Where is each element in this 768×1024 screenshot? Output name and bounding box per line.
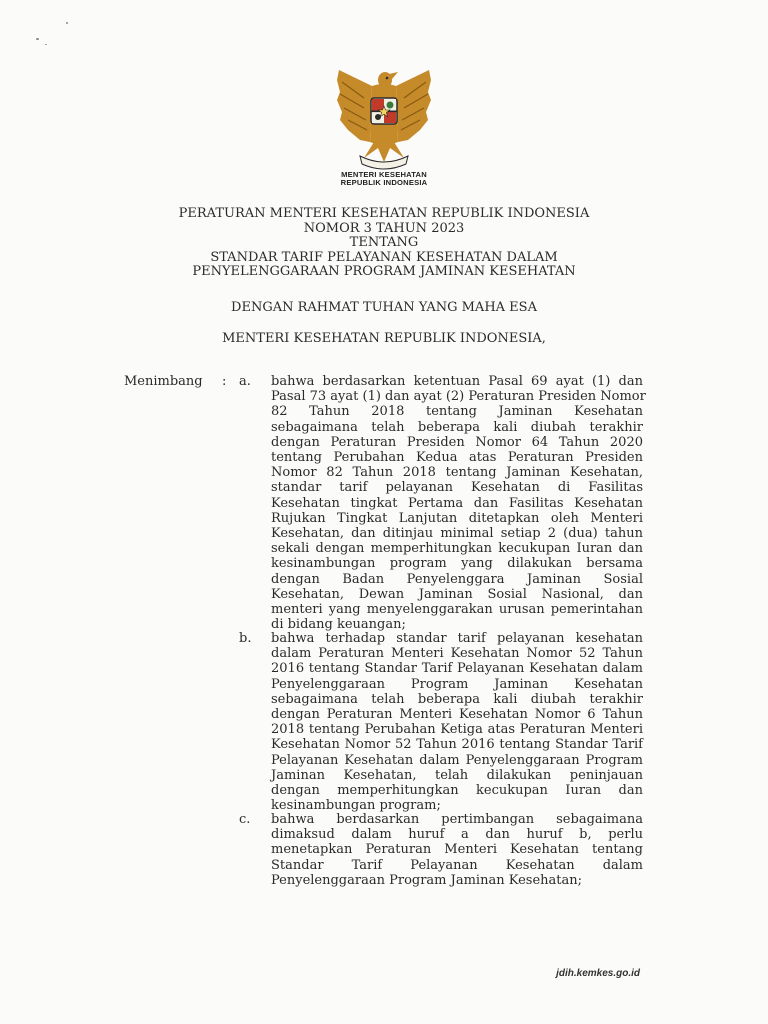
clause-line: 2016 tentang Standar Tarif Pelayanan Kesehatan dalam bbox=[271, 661, 643, 677]
scan-speck bbox=[36, 38, 39, 40]
clause-line: di bidang keuangan; bbox=[271, 617, 406, 633]
clause-line: kesinambungan program yang dilakukan bersama bbox=[271, 556, 643, 572]
clause-line: kesinambungan program; bbox=[271, 798, 441, 814]
clause-letter-b: b. bbox=[239, 631, 252, 646]
clause-line: dengan Peraturan Presiden Nomor 64 Tahun 2020 bbox=[271, 434, 643, 450]
clause-line: bahwa berdasarkan ketentuan Pasal 69 ayat (1) dan bbox=[271, 374, 643, 389]
clause-line: Kesehatan, Dewan Jaminan Sosial Nasional, dan bbox=[271, 586, 643, 602]
clause-letter-a: a. bbox=[239, 374, 251, 389]
clause-line: 82 Tahun 2018 tentang Jaminan Kesehatan bbox=[271, 404, 643, 420]
clause-letter-c: c. bbox=[239, 812, 251, 827]
minister-heading: MENTERI KESEHATAN REPUBLIK INDONESIA, bbox=[222, 331, 546, 346]
title-line-3: TENTANG bbox=[349, 235, 419, 251]
title-line-5: PENYELENGGARAAN PROGRAM JAMINAN KESEHATAN bbox=[192, 264, 576, 280]
clause-line: standar tarif pelayanan Kesehatan di Fasilitas bbox=[271, 480, 643, 496]
clause-line: sebagaimana telah beberapa kali diubah terakhir bbox=[271, 691, 643, 707]
footer-url: jdih.kemkes.go.id bbox=[556, 968, 640, 979]
title-line-1: PERATURAN MENTERI KESEHATAN REPUBLIK INDONESIA bbox=[178, 206, 590, 221]
clause-line: Jaminan Kesehatan, telah dilakukan peninjauan bbox=[271, 767, 643, 783]
clause-line: Nomor 82 Tahun 2018 tentang Jaminan Kesehatan, bbox=[271, 465, 643, 481]
emblem-caption-line-1: MENTERI KESEHATAN bbox=[341, 170, 427, 179]
clause-line: Standar Tarif Pelayanan Kesehatan dalam bbox=[271, 857, 643, 873]
regulation-title bbox=[150, 207, 618, 280]
clause-line: Pelayanan Kesehatan dalam Penyelenggaraan Program bbox=[271, 752, 643, 768]
clause-line: Penyelenggaraan Program Jaminan Kesehatan; bbox=[271, 872, 582, 888]
clause-line: sekali dengan memperhitungkan kecukupan Iuran dan bbox=[271, 541, 643, 557]
clause-b bbox=[271, 631, 643, 813]
garuda-emblem-icon bbox=[334, 68, 434, 172]
clause-c bbox=[271, 812, 643, 888]
clause-line: Kesehatan, dan ditinjau minimal setiap 2 (dua) tahun bbox=[271, 526, 643, 542]
clause-line: menteri yang menyelenggarakan urusan pemerintahan bbox=[271, 602, 643, 618]
clause-line: dimaksud dalam huruf a dan huruf b, perlu bbox=[271, 827, 643, 843]
clause-a bbox=[271, 374, 646, 633]
emblem-caption bbox=[318, 171, 450, 188]
clause-line: bahwa terhadap standar tarif pelayanan kesehatan bbox=[271, 631, 643, 646]
clause-line: sebagaimana telah beberapa kali diubah terakhir bbox=[271, 419, 643, 435]
clause-line: dalam Peraturan Menteri Kesehatan Nomor 52 Tahun bbox=[271, 646, 643, 662]
menimbang-colon: : bbox=[222, 374, 227, 389]
clause-line: Pasal 73 ayat (1) dan ayat (2) Peraturan Presiden Nomor bbox=[271, 389, 646, 405]
menimbang-label: Menimbang bbox=[124, 374, 203, 389]
clause-line: 2018 tentang Perubahan Ketiga atas Peraturan Menteri bbox=[271, 722, 643, 738]
clause-line: Penyelenggaraan Program Jaminan Kesehatan bbox=[271, 676, 643, 692]
clause-line: Kesehatan tingkat Pertama dan Fasilitas Kesehatan bbox=[271, 495, 643, 511]
emblem-caption-line-2: REPUBLIK INDONESIA bbox=[340, 178, 428, 188]
clause-line: Kesehatan Nomor 52 Tahun 2016 tentang Standar Tarif bbox=[271, 737, 643, 753]
clause-line: Rujukan Tingkat Lanjutan ditetapkan oleh Menteri bbox=[271, 510, 643, 526]
title-line-4: STANDAR TARIF PELAYANAN KESEHATAN DALAM bbox=[210, 249, 558, 265]
clause-line: bahwa berdasarkan pertimbangan sebagaimana bbox=[271, 812, 643, 827]
scan-speck bbox=[66, 22, 68, 24]
clause-line: dengan memperhitungkan kecukupan Iuran dan bbox=[271, 783, 643, 799]
scan-speck bbox=[45, 44, 47, 45]
clause-line: dengan Peraturan Menteri Kesehatan Nomor 6 Tahun bbox=[271, 707, 643, 723]
title-line-2: NOMOR 3 TAHUN 2023 bbox=[303, 220, 465, 236]
clause-line: tentang Perubahan Kedua atas Peraturan Presiden bbox=[271, 450, 643, 466]
clause-line: dengan Badan Penyelenggara Jaminan Sosial bbox=[271, 571, 643, 587]
clause-line: menetapkan Peraturan Menteri Kesehatan tentang bbox=[271, 842, 643, 858]
opening-phrase: DENGAN RAHMAT TUHAN YANG MAHA ESA bbox=[231, 300, 537, 315]
